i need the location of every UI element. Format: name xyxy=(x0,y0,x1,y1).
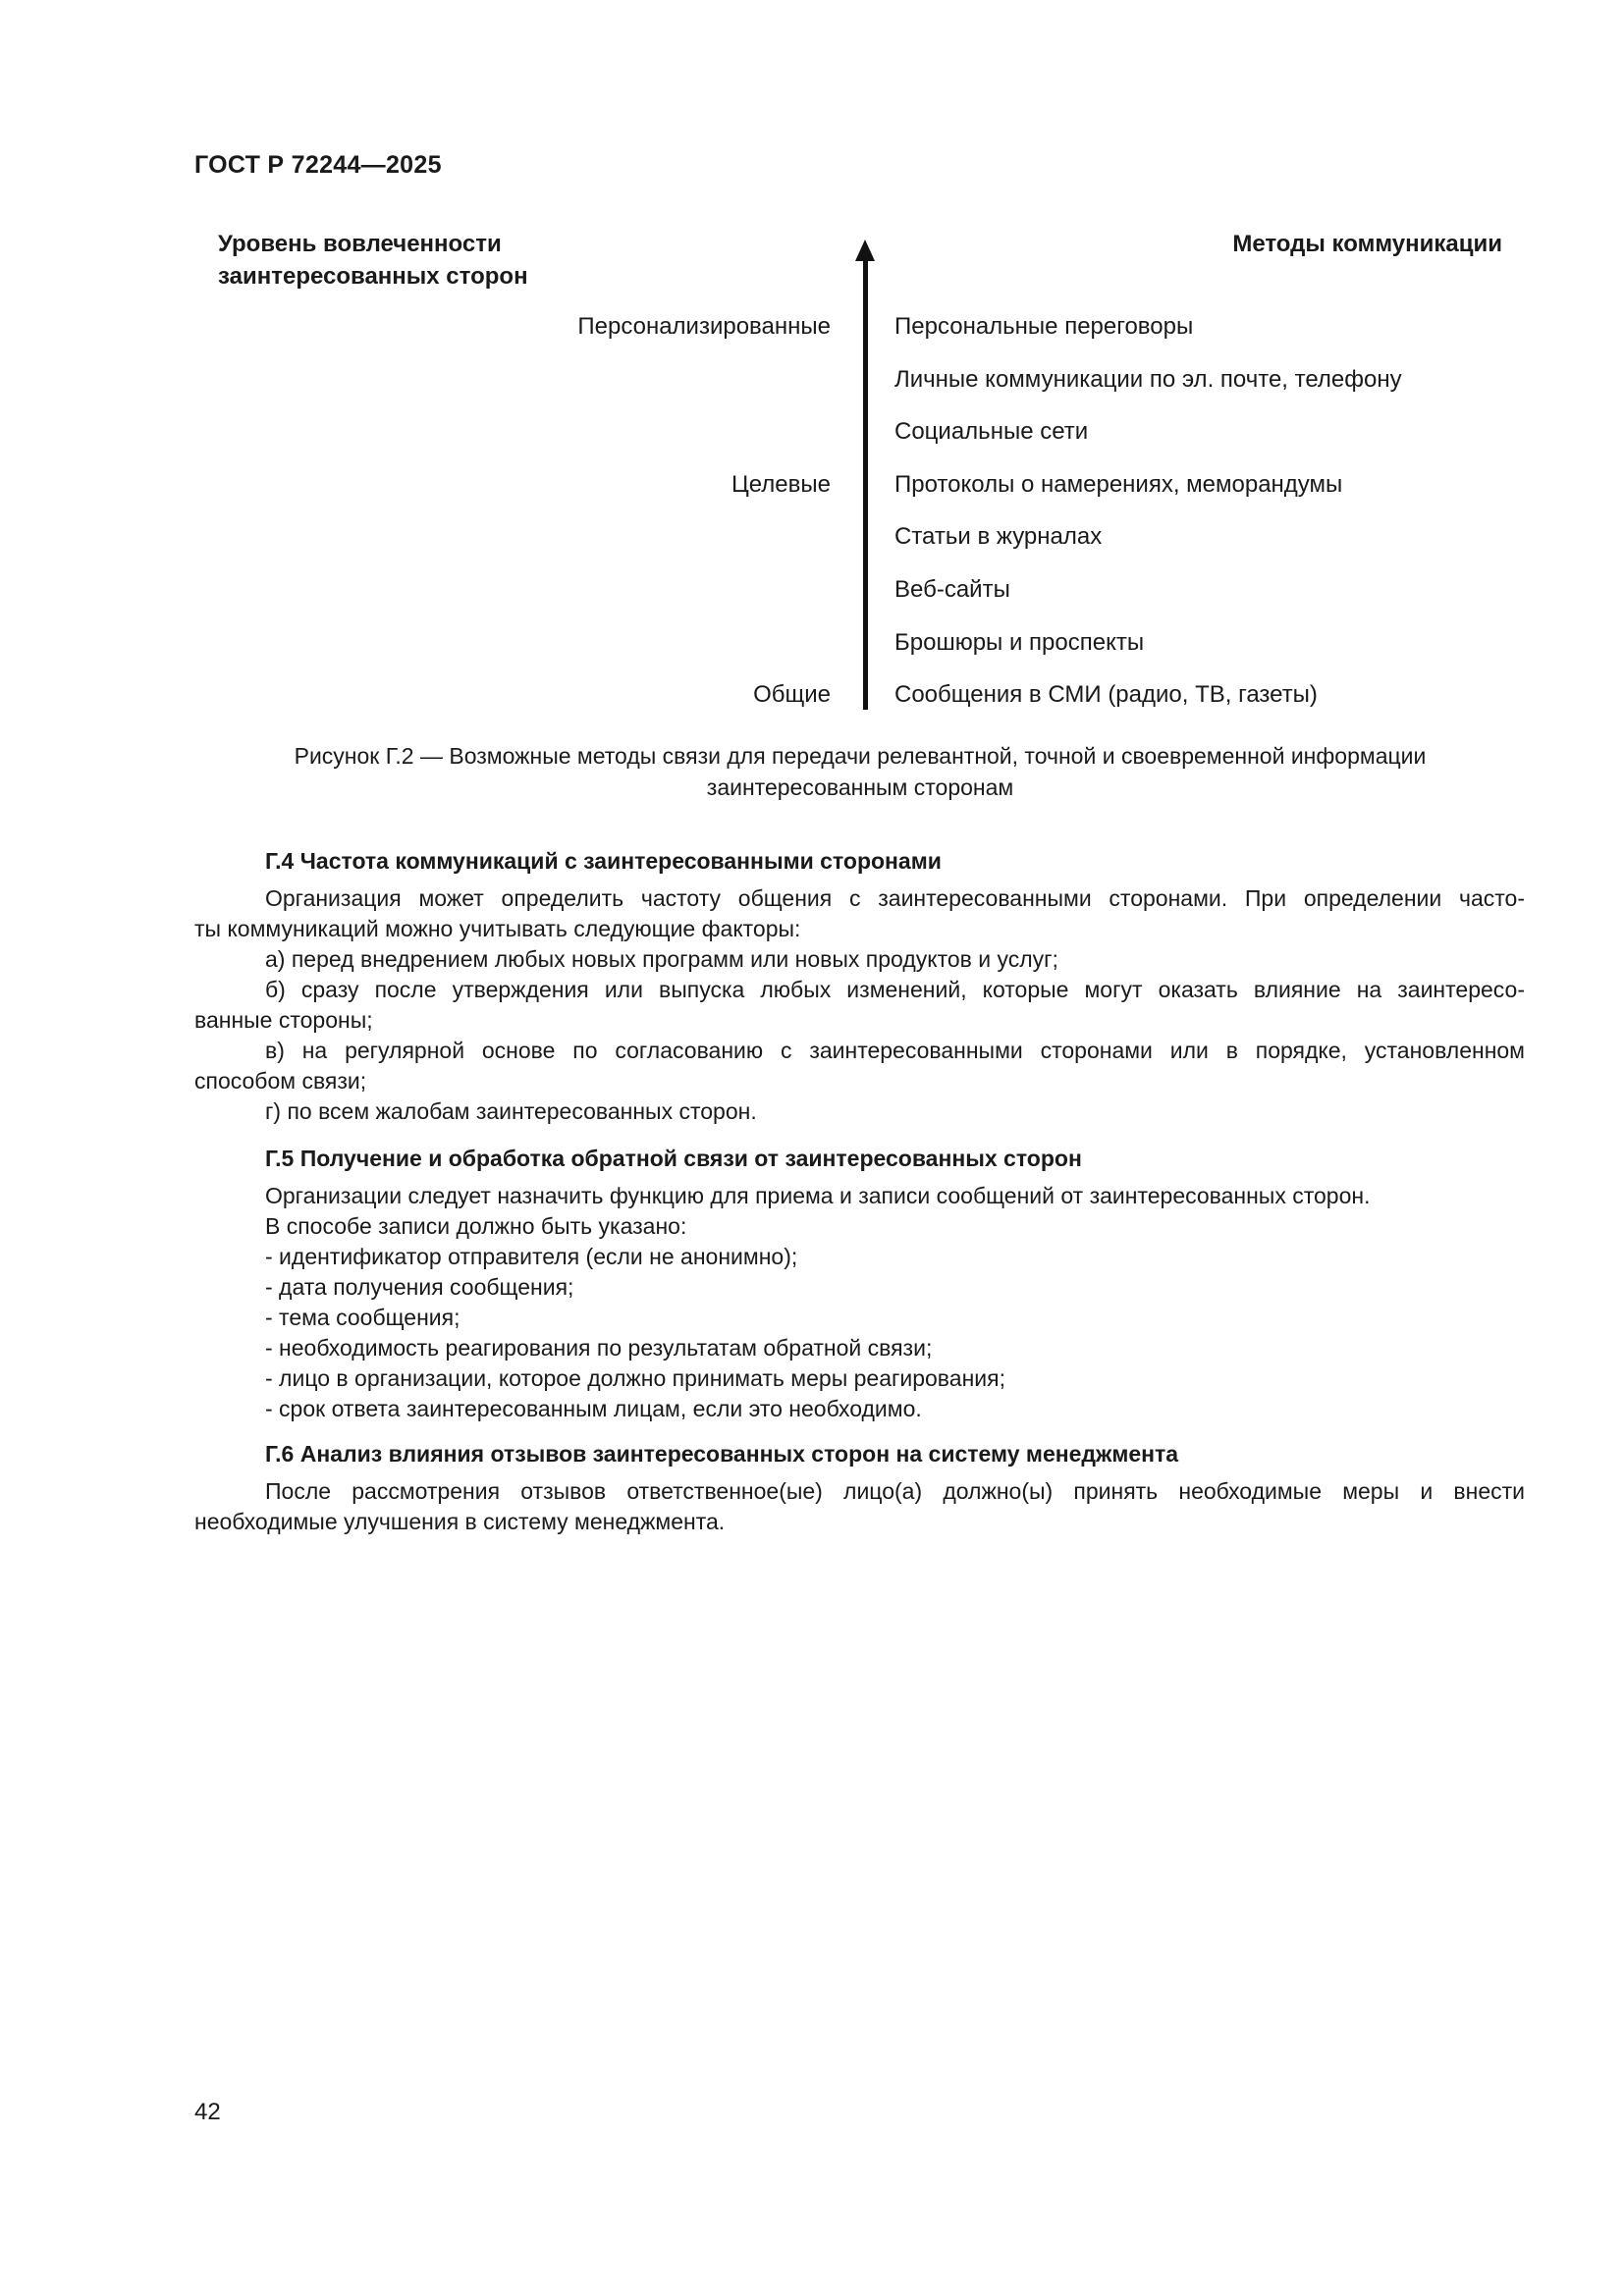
section-heading-g5: Г.5 Получение и обработка обратной связи от заинтересованных сторон xyxy=(265,1146,1082,1171)
paragraph-line: необходимые улучшения в систему менеджмента. xyxy=(194,1509,726,1534)
figure-caption xyxy=(194,740,1526,803)
method-item: Брошюры и проспекты xyxy=(894,629,1145,656)
list-item: г) по всем жалобам заинтересованных сторон. xyxy=(265,1098,757,1124)
level-personalized: Персонализированные xyxy=(577,313,831,340)
figure-left-title xyxy=(218,228,528,293)
method-item: Статьи в журналах xyxy=(894,523,1103,550)
list-item: - идентификатор отправителя (если не анонимно); xyxy=(265,1244,798,1269)
method-item: Социальные сети xyxy=(894,418,1089,445)
method-item: Личные коммуникации по эл. почте, телефону xyxy=(894,366,1402,393)
list-item: - срок ответа заинтересованным лицам, если это необходимо. xyxy=(265,1396,922,1421)
figure-left-title-line: заинтересованных сторон xyxy=(218,263,528,290)
list-item: б) сразу после утверждения или выпуска любых изменений, которые могут оказать влияние на заинтересо- xyxy=(265,977,1525,1002)
figure-right-title: Методы коммуникации xyxy=(1232,231,1502,257)
list-item: - лицо в организации, которое должно принимать меры реагирования; xyxy=(265,1365,1005,1391)
document-header: ГОСТ Р 72244—2025 xyxy=(194,151,442,179)
figure-caption-line: заинтересованным сторонам xyxy=(706,774,1014,800)
method-item: Сообщения в СМИ (радио, ТВ, газеты) xyxy=(894,681,1318,708)
list-item: в) на регулярной основе по согласованию с заинтересованными сторонами или в порядке, установленном xyxy=(265,1038,1525,1063)
page-number: 42 xyxy=(194,2099,221,2125)
section-body-g5 xyxy=(194,1181,1525,1424)
list-item: а) перед внедрением любых новых программ или новых продуктов и услуг; xyxy=(265,946,1058,972)
paragraph-line: Организация может определить частоту общения с заинтересованными сторонами. При определении часто- xyxy=(265,885,1525,911)
section-body-g4 xyxy=(194,883,1525,1127)
paragraph-line: Организации следует назначить функцию для приема и записи сообщений от заинтересованных сторон. xyxy=(265,1183,1371,1208)
method-item: Персональные переговоры xyxy=(894,313,1194,340)
section-body-g6 xyxy=(194,1476,1525,1537)
level-targeted: Целевые xyxy=(731,471,831,498)
level-general: Общие xyxy=(753,681,831,708)
section-heading-g6: Г.6 Анализ влияния отзывов заинтересованных сторон на систему менеджмента xyxy=(265,1441,1179,1467)
list-item-continuation: ванные стороны; xyxy=(194,1007,373,1033)
method-item: Веб-сайты xyxy=(894,576,1010,603)
list-item: - необходимость реагирования по результатам обратной связи; xyxy=(265,1335,933,1361)
section-heading-g4: Г.4 Частота коммуникаций с заинтересованными сторонами xyxy=(265,848,942,874)
figure-axis-line xyxy=(863,253,868,710)
method-item: Протоколы о намерениях, меморандумы xyxy=(894,471,1343,498)
paragraph-line: В способе записи должно быть указано: xyxy=(265,1213,687,1239)
list-item: - дата получения сообщения; xyxy=(265,1274,574,1300)
paragraph-line: После рассмотрения отзывов ответственное(ые) лицо(а) должно(ы) принять необходимые меры и внести xyxy=(265,1478,1525,1504)
list-item-continuation: способом связи; xyxy=(194,1068,367,1094)
paragraph-line: ты коммуникаций можно учитывать следующие факторы: xyxy=(194,916,801,941)
figure-caption-line: Рисунок Г.2 — Возможные методы связи для передачи релевантной, точной и своевременной информации xyxy=(294,743,1427,769)
list-item: - тема сообщения; xyxy=(265,1305,460,1330)
figure-left-title-line: Уровень вовлеченности xyxy=(218,231,502,257)
